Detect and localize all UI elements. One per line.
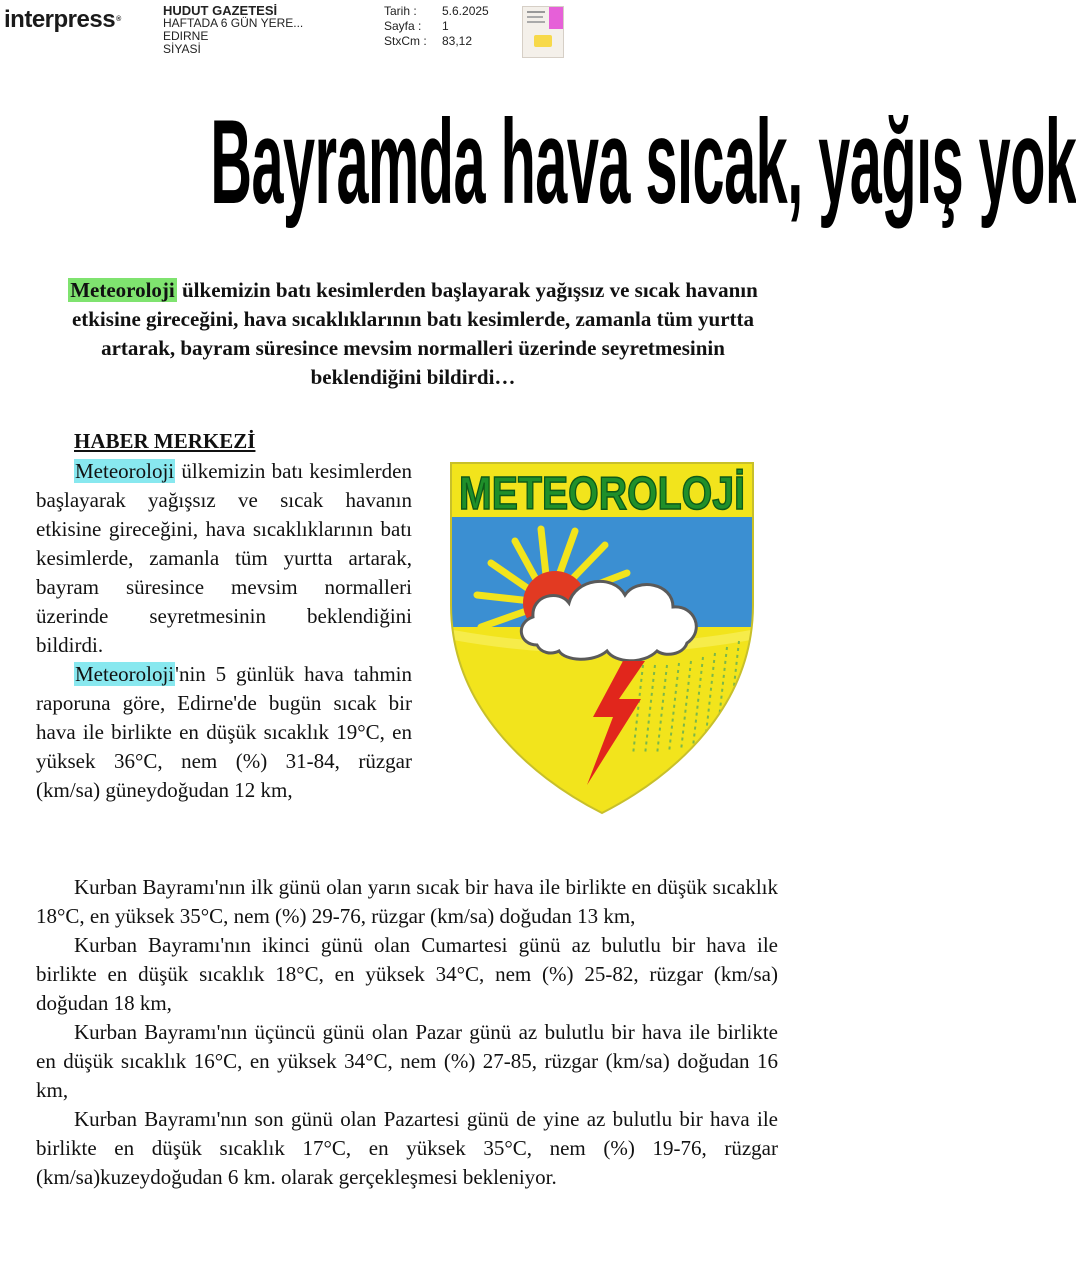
page-value: 1 [442,19,449,33]
clipping-meta [384,4,489,49]
page-label: Sayfa : [384,19,422,33]
lead-text: ülkemizin batı kesimlerden başlayarak yağışsız ve sıcak havanın etkisine gireceğini, hava sıcaklıklarının batı kesimlerde, zamanla tüm yurtta artarak, bayram süresince mevsim normalleri üzerinde seyretmesinin beklendiğini bildirdi… [71,278,758,389]
thumbnail-highlight [549,7,563,29]
paragraph-1: Meteoroloji ülkemizin batı kesimlerden başlayarak yağışsız ve sıcak havanın etkisine gireceğini, hava sıcaklıklarının batı kesimlerde, zamanla tüm yurtta artarak, bayram süresince mevsim normalleri üzerinde seyretmesinin beklendiğini bildirdi. [36,459,412,657]
publication-city: EDIRNE [163,29,209,43]
emblem-title: METEOROLOJİ [459,467,745,519]
lead-paragraph [60,276,766,392]
date-label: Tarih : [384,4,417,18]
paragraph-6: Kurban Bayramı'nın son günü olan Pazartesi günü de yine az bulutlu bir hava ile birlikte en düşük sıcaklık 17°C, en yüksek 35°C, nem (%) 19-76, rüzgar (km/sa)kuzeydoğudan 6 km. olarak gerçekleşmesi bekleniyor. [36,1107,778,1189]
article-continued [36,873,778,1192]
publication-info [163,4,303,56]
paragraph-4: Kurban Bayramı'nın ikinci günü olan Cumartesi günü az bulutlu bir hava ile birlikte en düşük sıcaklık 18°C, en yüksek 34°C, nem (%) 25-82, rüzgar (km/sa) doğudan 18 km, [36,933,778,1015]
article-column [36,457,412,805]
publication-frequency: HAFTADA 6 GÜN YERE... [163,16,304,30]
keyword-highlight: Meteoroloji [75,459,175,483]
thumbnail-badge [534,35,552,47]
stxcm-value: 83,12 [442,34,473,48]
stxcm-label: StxCm : [384,34,427,48]
meteoroloji-emblem [437,455,767,820]
paragraph-5: Kurban Bayramı'nın üçüncü günü olan Pazar günü az bulutlu bir hava ile birlikte en düşük sıcaklık 16°C, en yüksek 34°C, nem (%) 27-85, rüzgar (km/sa) doğudan 16 km, [36,1020,778,1102]
byline: HABER MERKEZİ [74,429,256,453]
publication-name: HUDUT GAZETESİ [163,3,278,18]
keyword-highlight: Meteoroloji [75,662,175,686]
paragraph-2: Meteoroloji'nin 5 günlük hava tahmin raporuna göre, Edirne'de bugün sıcak bir hava ile birlikte en düşük sıcaklık 19°C, en yüksek 36°C, nem (%) 31-84, rüzgar (km/sa) güneydoğudan 12 km, [36,662,412,802]
headline: Bayramda hava sıcak, yağış yok [210,95,1076,229]
interpress-logo: interpress® [4,6,121,33]
lead-keyword-highlight: Meteoroloji [70,278,175,302]
page-thumbnail[interactable] [522,6,564,58]
publication-section: SİYASİ [163,42,201,56]
paragraph-3: Kurban Bayramı'nın ilk günü olan yarın sıcak bir hava ile birlikte en düşük sıcaklık 18°C, en yüksek 35°C, nem (%) 29-76, rüzgar (km/sa) doğudan 13 km, [36,875,778,928]
date-value: 5.6.2025 [442,4,489,18]
